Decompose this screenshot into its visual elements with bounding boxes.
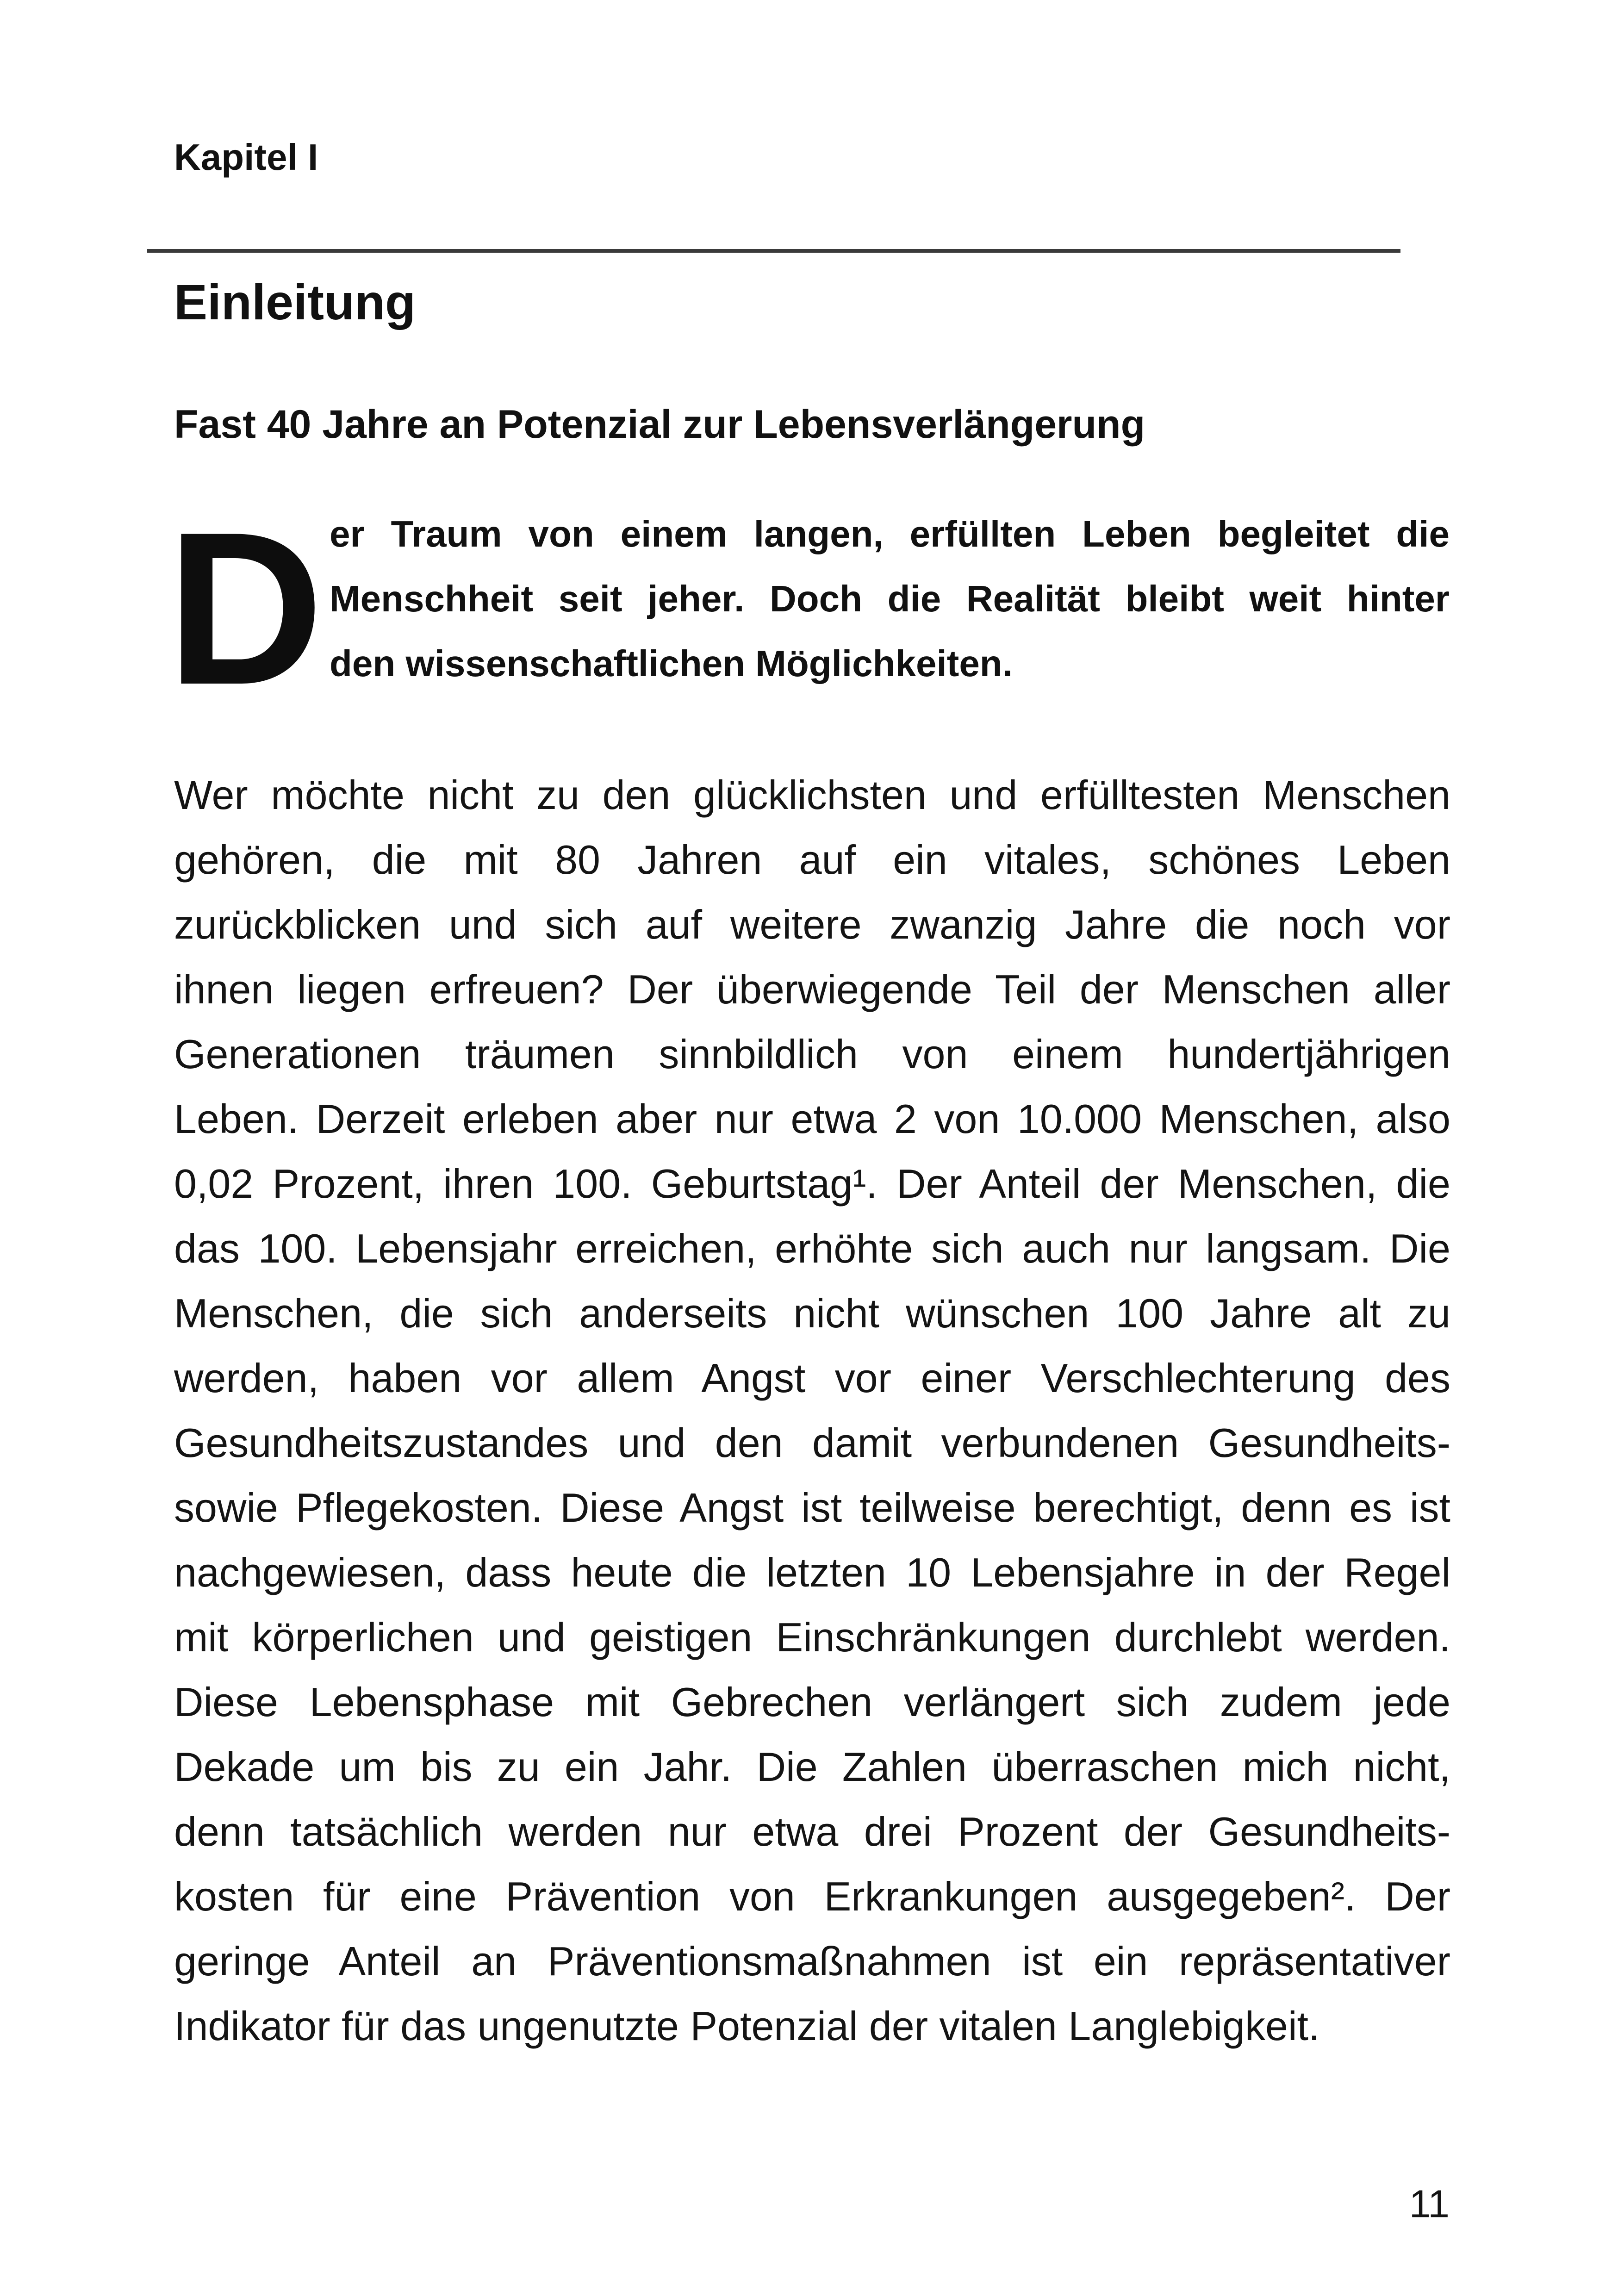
body-line: Menschen, die sich anderseits nicht wünschen 100 Jahre alt zu bbox=[174, 1290, 1450, 1336]
body-line: sowie Pflegekosten. Diese Angst ist teilweise berechtigt, denn es ist bbox=[174, 1485, 1450, 1531]
body-line: mit körperlichen und geistigen Einschränkungen durchlebt werden. bbox=[174, 1614, 1450, 1660]
body-line: denn tatsächlich werden nur etwa drei Prozent der Gesundheits- bbox=[174, 1809, 1450, 1854]
body-line: Leben. Derzeit erleben aber nur etwa 2 von 10.000 Menschen, also bbox=[174, 1096, 1450, 1142]
lead-line: er Traum von einem langen, erfüllten Leben begleitet die bbox=[330, 513, 1450, 554]
body-line: ihnen liegen erfreuen? Der überwiegende Teil der Menschen aller bbox=[174, 966, 1450, 1012]
chapter-divider bbox=[147, 249, 1400, 253]
body-line: 0,02 Prozent, ihren 100. Geburtstag¹. Der Anteil der Menschen, die bbox=[174, 1161, 1450, 1207]
section-title: Einleitung bbox=[174, 274, 416, 330]
body-line: das 100. Lebensjahr erreichen, erhöhte sich auch nur langsam. Die bbox=[174, 1226, 1450, 1271]
body-line: Indikator für das ungenutzte Potenzial der vitalen Langlebigkeit. bbox=[174, 2003, 1320, 2049]
body-line: Generationen träumen sinnbildlich von einem hundertjährigen bbox=[174, 1031, 1450, 1077]
body-line: Wer möchte nicht zu den glücklichsten und erfülltesten Menschen bbox=[174, 772, 1450, 818]
body-line: gehören, die mit 80 Jahren auf ein vitales, schönes Leben bbox=[174, 837, 1450, 883]
body-line: Diese Lebensphase mit Gebrechen verlängert sich zudem jede bbox=[174, 1679, 1450, 1725]
body-line: kosten für eine Prävention von Erkrankungen ausgegeben². Der bbox=[174, 1873, 1450, 1919]
body-line: nachgewiesen, dass heute die letzten 10 Lebensjahre in der Regel bbox=[174, 1549, 1450, 1595]
section-subtitle: Fast 40 Jahre an Potenzial zur Lebensverlängerung bbox=[174, 402, 1145, 447]
body-line: geringe Anteil an Präventionsmaßnahmen ist ein repräsentativer bbox=[174, 1938, 1450, 1984]
body-line: zurückblicken und sich auf weitere zwanzig Jahre die noch vor bbox=[174, 902, 1450, 947]
drop-cap: D bbox=[167, 487, 324, 730]
page-number: 11 bbox=[1409, 2182, 1450, 2226]
lead-line: Menschheit seit jeher. Doch die Realität bleibt weit hinter bbox=[330, 578, 1450, 619]
body-line: Dekade um bis zu ein Jahr. Die Zahlen überraschen mich nicht, bbox=[174, 1744, 1450, 1790]
body-line: Gesundheitszustandes und den damit verbundenen Gesundheits- bbox=[174, 1420, 1450, 1466]
body-line: werden, haben vor allem Angst vor einer Verschlechterung des bbox=[174, 1355, 1450, 1401]
chapter-label: Kapitel I bbox=[174, 137, 318, 178]
lead-line: den wissenschaftlichen Möglichkeiten. bbox=[330, 643, 1013, 684]
